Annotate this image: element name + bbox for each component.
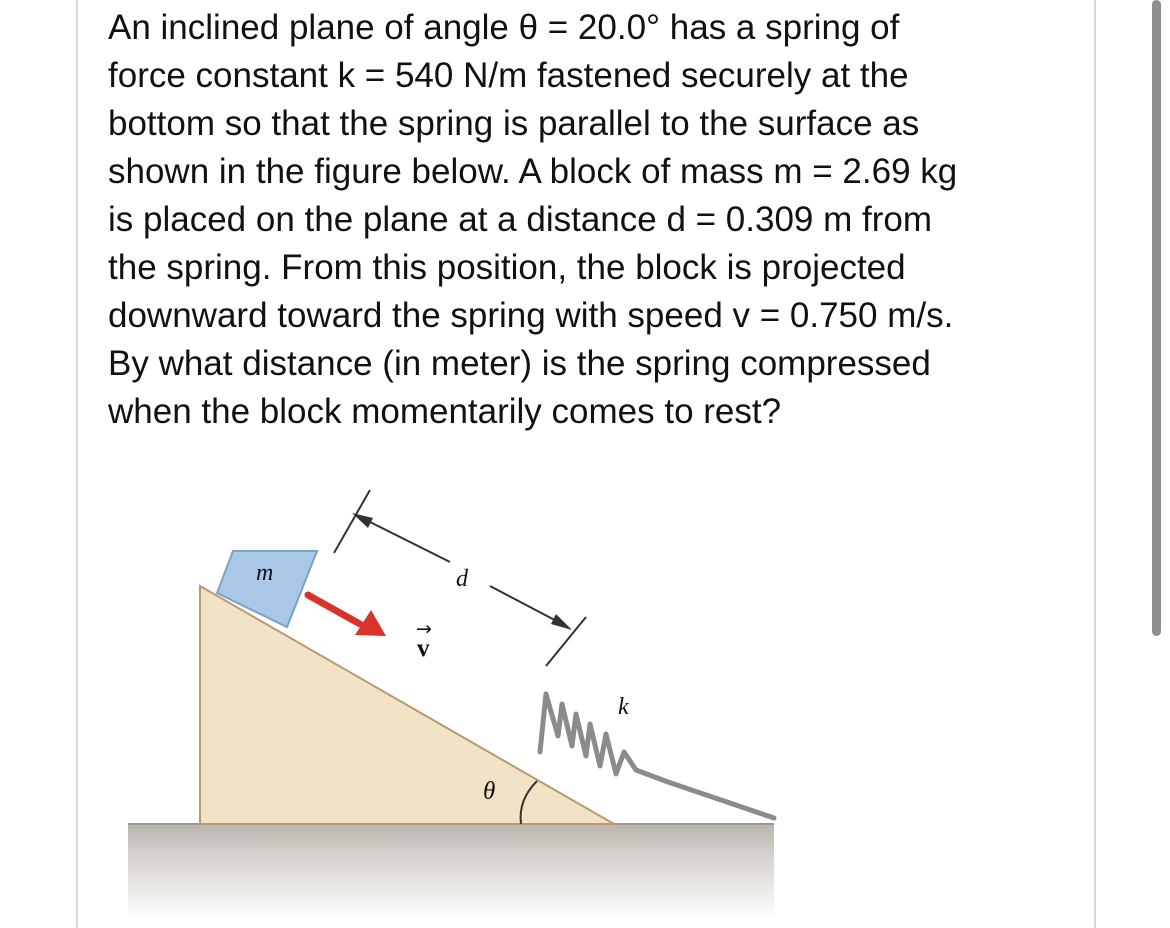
question-line-7: downward toward the spring with speed v = 0.750 m/s. <box>108 296 954 335</box>
question-line-5: is placed on the plane at a distance d = 0.309 m from <box>108 200 932 239</box>
incline-figure <box>120 470 790 919</box>
distance-arrow-right <box>551 614 572 630</box>
question-line-6: the spring. From this position, the block is projected <box>108 248 906 287</box>
distance-label: d <box>456 566 468 592</box>
vertical-scrollbar[interactable] <box>1152 0 1161 636</box>
angle-label: θ <box>483 778 496 805</box>
distance-arrow-left <box>352 513 373 528</box>
question-text <box>108 4 1078 436</box>
incline-wedge <box>200 586 614 824</box>
velocity-arrow-glyph: → <box>416 618 432 640</box>
question-line-1: An inclined plane of angle θ = 20.0° has a spring of <box>108 8 900 47</box>
question-line-8: By what distance (in meter) is the spring compressed <box>108 344 931 383</box>
question-line-9: when the block momentarily comes to rest? <box>108 392 782 431</box>
spring-coil <box>540 694 774 818</box>
velocity-label: v <box>417 635 430 662</box>
spring-label: k <box>618 694 629 720</box>
velocity-arrow-shaft <box>308 595 360 624</box>
ground <box>128 824 774 919</box>
question-line-3: bottom so that the spring is parallel to the surface as <box>108 104 920 143</box>
question-line-4: shown in the figure below. A block of mass m = 2.69 kg <box>108 152 958 191</box>
mass-label: m <box>256 560 274 586</box>
question-line-2: force constant k = 540 N/m fastened securely at the <box>108 56 909 95</box>
